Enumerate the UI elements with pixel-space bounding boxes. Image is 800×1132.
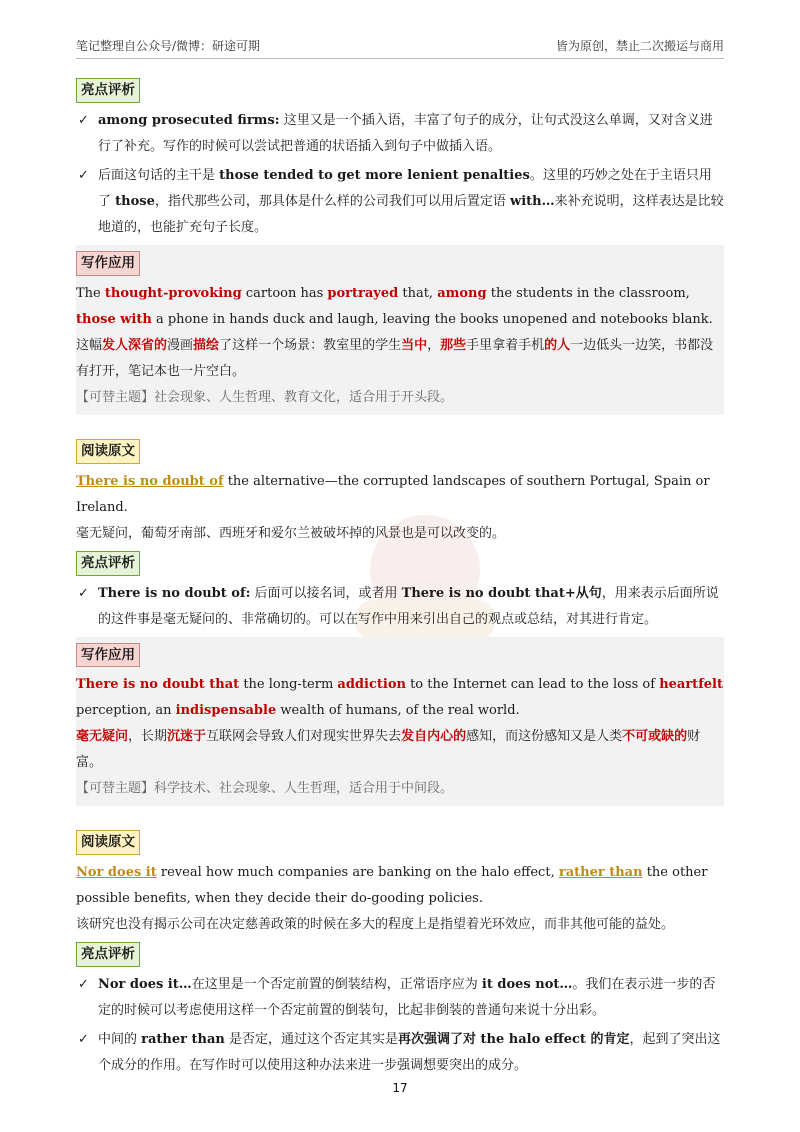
- section-tag-highlight: 亮点评析: [76, 78, 140, 103]
- content: [76, 74, 724, 1082]
- alternative-theme: 【可替主题】社会现象、人生哲理、教育文化，适合用于开头段。: [76, 389, 454, 405]
- section-tag-highlight: 亮点评析: [76, 551, 140, 576]
- example-english: The thought-provoking cartoon has portrayed that, among the students in the classroom, those with a phone in hands duck and laugh, leaving the books unopened and notebooks blank.: [76, 285, 713, 327]
- bullet-item: ✓ Nor does it…在这里是一个否定前置的倒装结构，正常语序应为 it does not…。我们在表示进一步的否定的时候可以考虑使用这样一个否定前置的倒装句，比起非倒装的普通句来说十分出彩。: [76, 972, 724, 1024]
- writing-application-block: [76, 245, 724, 415]
- bullet-item: ✓ There is no doubt of: 后面可以接名词，或者用 There is no doubt that+从句，用来表示后面所说的这件事是毫无疑问的、非常确切的。可以在写作中用来引出自己的观点或总结，对其进行肯定。: [76, 581, 724, 633]
- original-english: There is no doubt of the alternative—the corrupted landscapes of southern Portugal, Spain or Ireland.: [76, 473, 710, 515]
- header-left: 笔记整理自公众号/微博：研途可期: [76, 39, 261, 53]
- writing-application-block: [76, 637, 724, 807]
- bullet-item: ✓ among prosecuted firms: 这里又是一个插入语，丰富了句子的成分，让句式没这么单调，又对含义进行了补充。写作的时候可以尝试把普通的状语插入到句子中做插入语。: [76, 108, 724, 160]
- example-chinese: 毫无疑问，长期沉迷于互联网会导致人们对现实世界失去发自内心的感知，而这份感知又是人类不可或缺的财富。: [76, 729, 701, 771]
- alternative-theme: 【可替主题】科学技术、社会现象、人生哲理，适合用于中间段。: [76, 781, 454, 797]
- example-chinese: 这幅发人深省的漫画描绘了这样一个场景：教室里的学生当中，那些手里拿着手机的人一边低头一边笑，书都没有打开，笔记本也一片空白。: [76, 337, 714, 379]
- original-chinese: 毫无疑问，葡萄牙南部、西班牙和爱尔兰被破坏掉的风景也是可以改变的。: [76, 525, 506, 541]
- section-tag-writing: 写作应用: [76, 643, 140, 668]
- section-tag-reading: 阅读原文: [76, 830, 140, 855]
- section-tag-reading: 阅读原文: [76, 439, 140, 464]
- example-english: There is no doubt that the long-term addiction to the Internet can lead to the loss of heartfelt perception, an indispensable wealth of humans, of the real world.: [76, 677, 723, 719]
- original-chinese: 该研究也没有揭示公司在决定慈善政策的时候在多大的程度上是指望着光环效应，而非其他可能的益处。: [76, 917, 675, 933]
- original-english: Nor does it reveal how much companies are banking on the halo effect, rather than the other possible benefits, when they decide their do-gooding policies.: [76, 865, 708, 907]
- section-tag-highlight: 亮点评析: [76, 942, 140, 967]
- header-right: 皆为原创，禁止二次搬运与商用: [555, 39, 724, 53]
- bullet-item: ✓ 中间的 rather than 是否定，通过这个否定其实是再次强调了对 the halo effect 的肯定，起到了突出这个成分的作用。在写作时可以使用这种办法来进一步强调想要突出的成分。: [76, 1027, 724, 1079]
- page-header: [76, 40, 724, 59]
- section-tag-writing: 写作应用: [76, 251, 140, 276]
- page-number: 17: [392, 1081, 408, 1095]
- bullet-item: ✓ 后面这句话的主干是 those tended to get more lenient penalties。这里的巧妙之处在于主语只用了 those，指代那些公司，那具体是什么样的公司我们可以用后置定语 with…来补充说明，这样表达是比较地道的，也能扩充句子长度。: [76, 163, 724, 241]
